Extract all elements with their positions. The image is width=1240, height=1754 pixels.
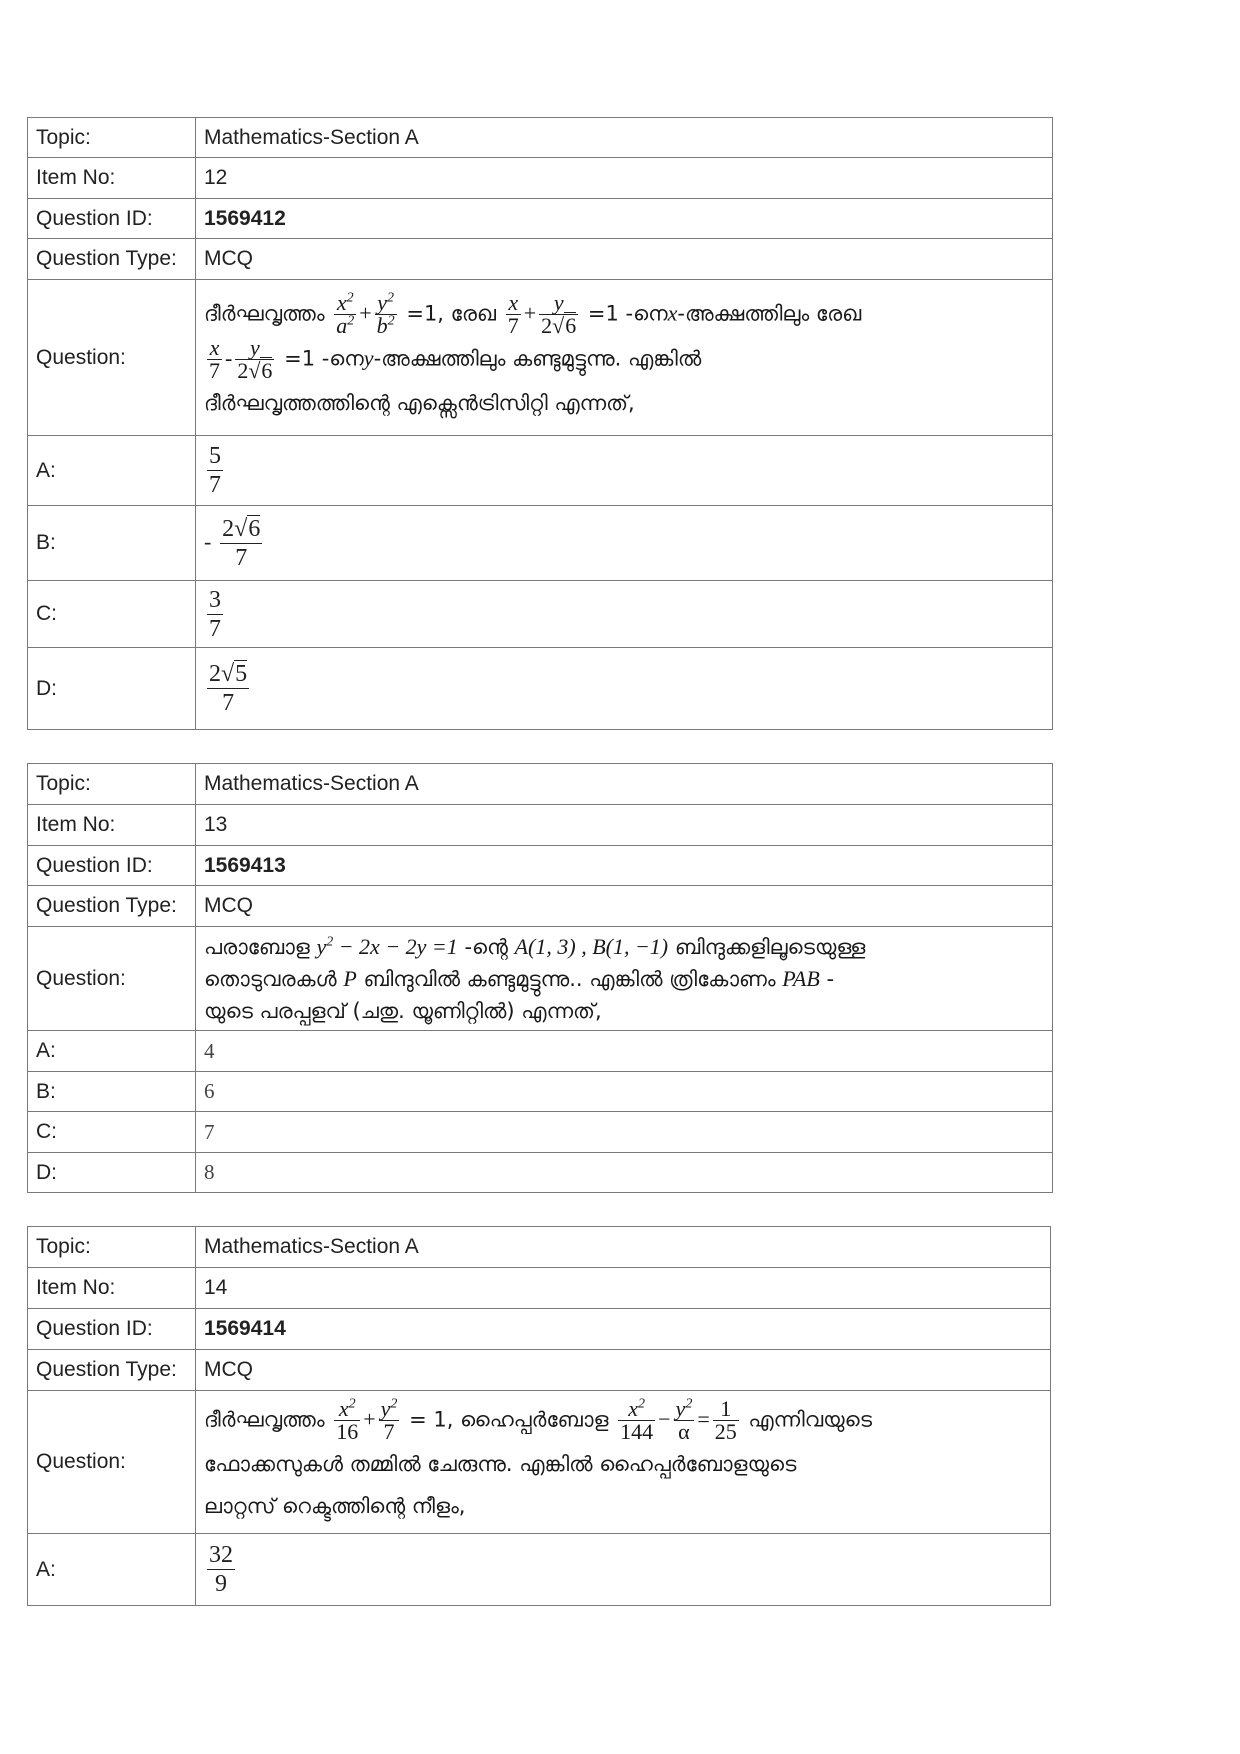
question-line-3: ലാറ്റസ് റെക്ടത്തിന്റെ നീളം, (204, 1493, 466, 1518)
option-b-label: B: (28, 506, 196, 581)
option-a-label: A: (28, 1534, 196, 1606)
y-over-2root6-b: $\frac{y}{2√6}$ (237, 334, 273, 383)
parabola-equation: $y^2 - 2x - 2y =1$ (316, 933, 458, 959)
question-label: Question: (28, 280, 196, 436)
option-b-label: B: (28, 1072, 196, 1112)
topic-value: Mathematics-Section A (196, 764, 1053, 805)
question-id-label: Question ID: (28, 1309, 196, 1350)
item-no-label: Item No: (28, 158, 196, 199)
question-table-14 (27, 1226, 1051, 1606)
question-table-13 (27, 763, 1053, 1193)
question-line-3: ദീർഘവൃത്തത്തിന്റെ എക്സെൻട്രിസിറ്റി എന്നത്, (204, 390, 635, 415)
question-line-2: തൊടുവരകൾ P ബിന്ദുവിൽ കണ്ടുമുട്ടുന്നു.. എങ്കിൽ ത്രികോണം PAB - (204, 965, 835, 991)
option-c-label: C: (28, 581, 196, 648)
option-b-value: - $\frac{2√6}{7}$ (196, 506, 1053, 581)
option-a-label: A: (28, 1031, 196, 1072)
points-a-b: A(1, 3) , B(1, −1) (514, 933, 669, 959)
question-id-label: Question ID: (28, 846, 196, 886)
question-id-value: 1569414 (196, 1309, 1051, 1350)
question-text (196, 927, 1053, 1031)
option-c-value: $\frac{3}{7}$ (196, 581, 1053, 648)
y2-over-alpha: $\frac{y^2}{\alpha}$ (675, 1395, 693, 1444)
option-a-value: $\frac{32}{9}$ (196, 1534, 1051, 1606)
y-over-2root6: $\frac{y}{2√6}$ (541, 289, 577, 338)
question-type-label: Question Type: (28, 886, 196, 927)
item-no-label: Item No: (28, 805, 196, 846)
question-line-1: ദീർഘവൃത്തം $\frac{x^2}{a^2}$ + $\frac{y^2}{b^2}$ =1, രേഖ $\frac{x}{7}$ + $\frac{y}{2√6}$ =1 -നെx-അക്ഷത്തിലും രേഖ (204, 289, 862, 338)
topic-label: Topic: (28, 118, 196, 158)
question-type-label: Question Type: (28, 1350, 196, 1391)
x-over-7-b: $\frac{x}{7}$ (209, 334, 220, 383)
question-table-12 (27, 117, 1053, 730)
question-id-value: 1569412 (196, 199, 1053, 239)
question-line-2: ഫോക്കസുകൾ തമ്മിൽ ചേരുന്നു. എങ്കിൽ ഹൈപ്പർബോളയുടെ (204, 1451, 797, 1476)
question-text (196, 280, 1053, 436)
question-type-value: MCQ (196, 1350, 1051, 1391)
question-line-1: ദീർഘവൃത്തം $\frac{x^2}{16}$ + $\frac{y^2}{7}$ = 1, ഹൈപ്പർബോള $\frac{x^2}{144}$ − $\frac{y^2}{\alpha}$ = $\frac{1}{25}$ എന്നിവയുടെ (204, 1395, 872, 1444)
question-type-value: MCQ (196, 886, 1053, 927)
question-type-value: MCQ (196, 239, 1053, 280)
option-d-value: $\frac{2√5}{7}$ (196, 648, 1053, 730)
y2-over-7: $\frac{y^2}{7}$ (380, 1395, 398, 1444)
question-id-value: 1569413 (196, 846, 1053, 886)
option-c-value: 7 (196, 1112, 1053, 1153)
x2-over-144: $\frac{x^2}{144}$ (620, 1395, 654, 1444)
x2-over-16: $\frac{x^2}{16}$ (336, 1395, 359, 1444)
option-b-value: 6 (196, 1072, 1053, 1112)
triangle-pab: PAB (782, 965, 820, 991)
item-no-value: 12 (196, 158, 1053, 199)
topic-label: Topic: (28, 1227, 196, 1268)
option-a-value: $\frac{5}{7}$ (196, 436, 1053, 506)
y2-over-b2: $\frac{y^2}{b^2}$ (376, 289, 395, 338)
one-over-25: $\frac{1}{25}$ (714, 1395, 737, 1444)
option-d-label: D: (28, 648, 196, 730)
question-label: Question: (28, 927, 196, 1031)
question-type-label: Question Type: (28, 239, 196, 280)
x2-over-a2: $\frac{x^2}{a^2}$ (336, 289, 355, 338)
option-c-label: C: (28, 1112, 196, 1153)
option-d-label: D: (28, 1153, 196, 1193)
item-no-value: 13 (196, 805, 1053, 846)
question-line-1: പരാബോള $y^2 - 2x - 2y =1$ -ന്റെ A(1, 3) , B(1, −1) ബിന്ദുക്കളിലൂടെയുള്ള (204, 933, 866, 959)
question-label: Question: (28, 1391, 196, 1534)
point-p: P (343, 965, 357, 991)
question-id-label: Question ID: (28, 199, 196, 239)
question-line-2: $\frac{x}{7}$ - $\frac{y}{2√6}$ =1 -നെy-അക്ഷത്തിലും കണ്ടുമുട്ടുന്നു. എങ്കിൽ (209, 334, 702, 383)
x-over-7: $\frac{x}{7}$ (507, 289, 519, 338)
topic-value: Mathematics-Section A (196, 1227, 1051, 1268)
item-no-value: 14 (196, 1268, 1051, 1309)
topic-label: Topic: (28, 764, 196, 805)
item-no-label: Item No: (28, 1268, 196, 1309)
option-a-label: A: (28, 436, 196, 506)
question-text (196, 1391, 1051, 1534)
question-line-3: യുടെ പരപ്പളവ് (ചതു. യൂണിറ്റിൽ) എന്നത്, (204, 998, 602, 1023)
topic-value: Mathematics-Section A (196, 118, 1053, 158)
option-a-value: 4 (196, 1031, 1053, 1072)
option-d-value: 8 (196, 1153, 1053, 1193)
